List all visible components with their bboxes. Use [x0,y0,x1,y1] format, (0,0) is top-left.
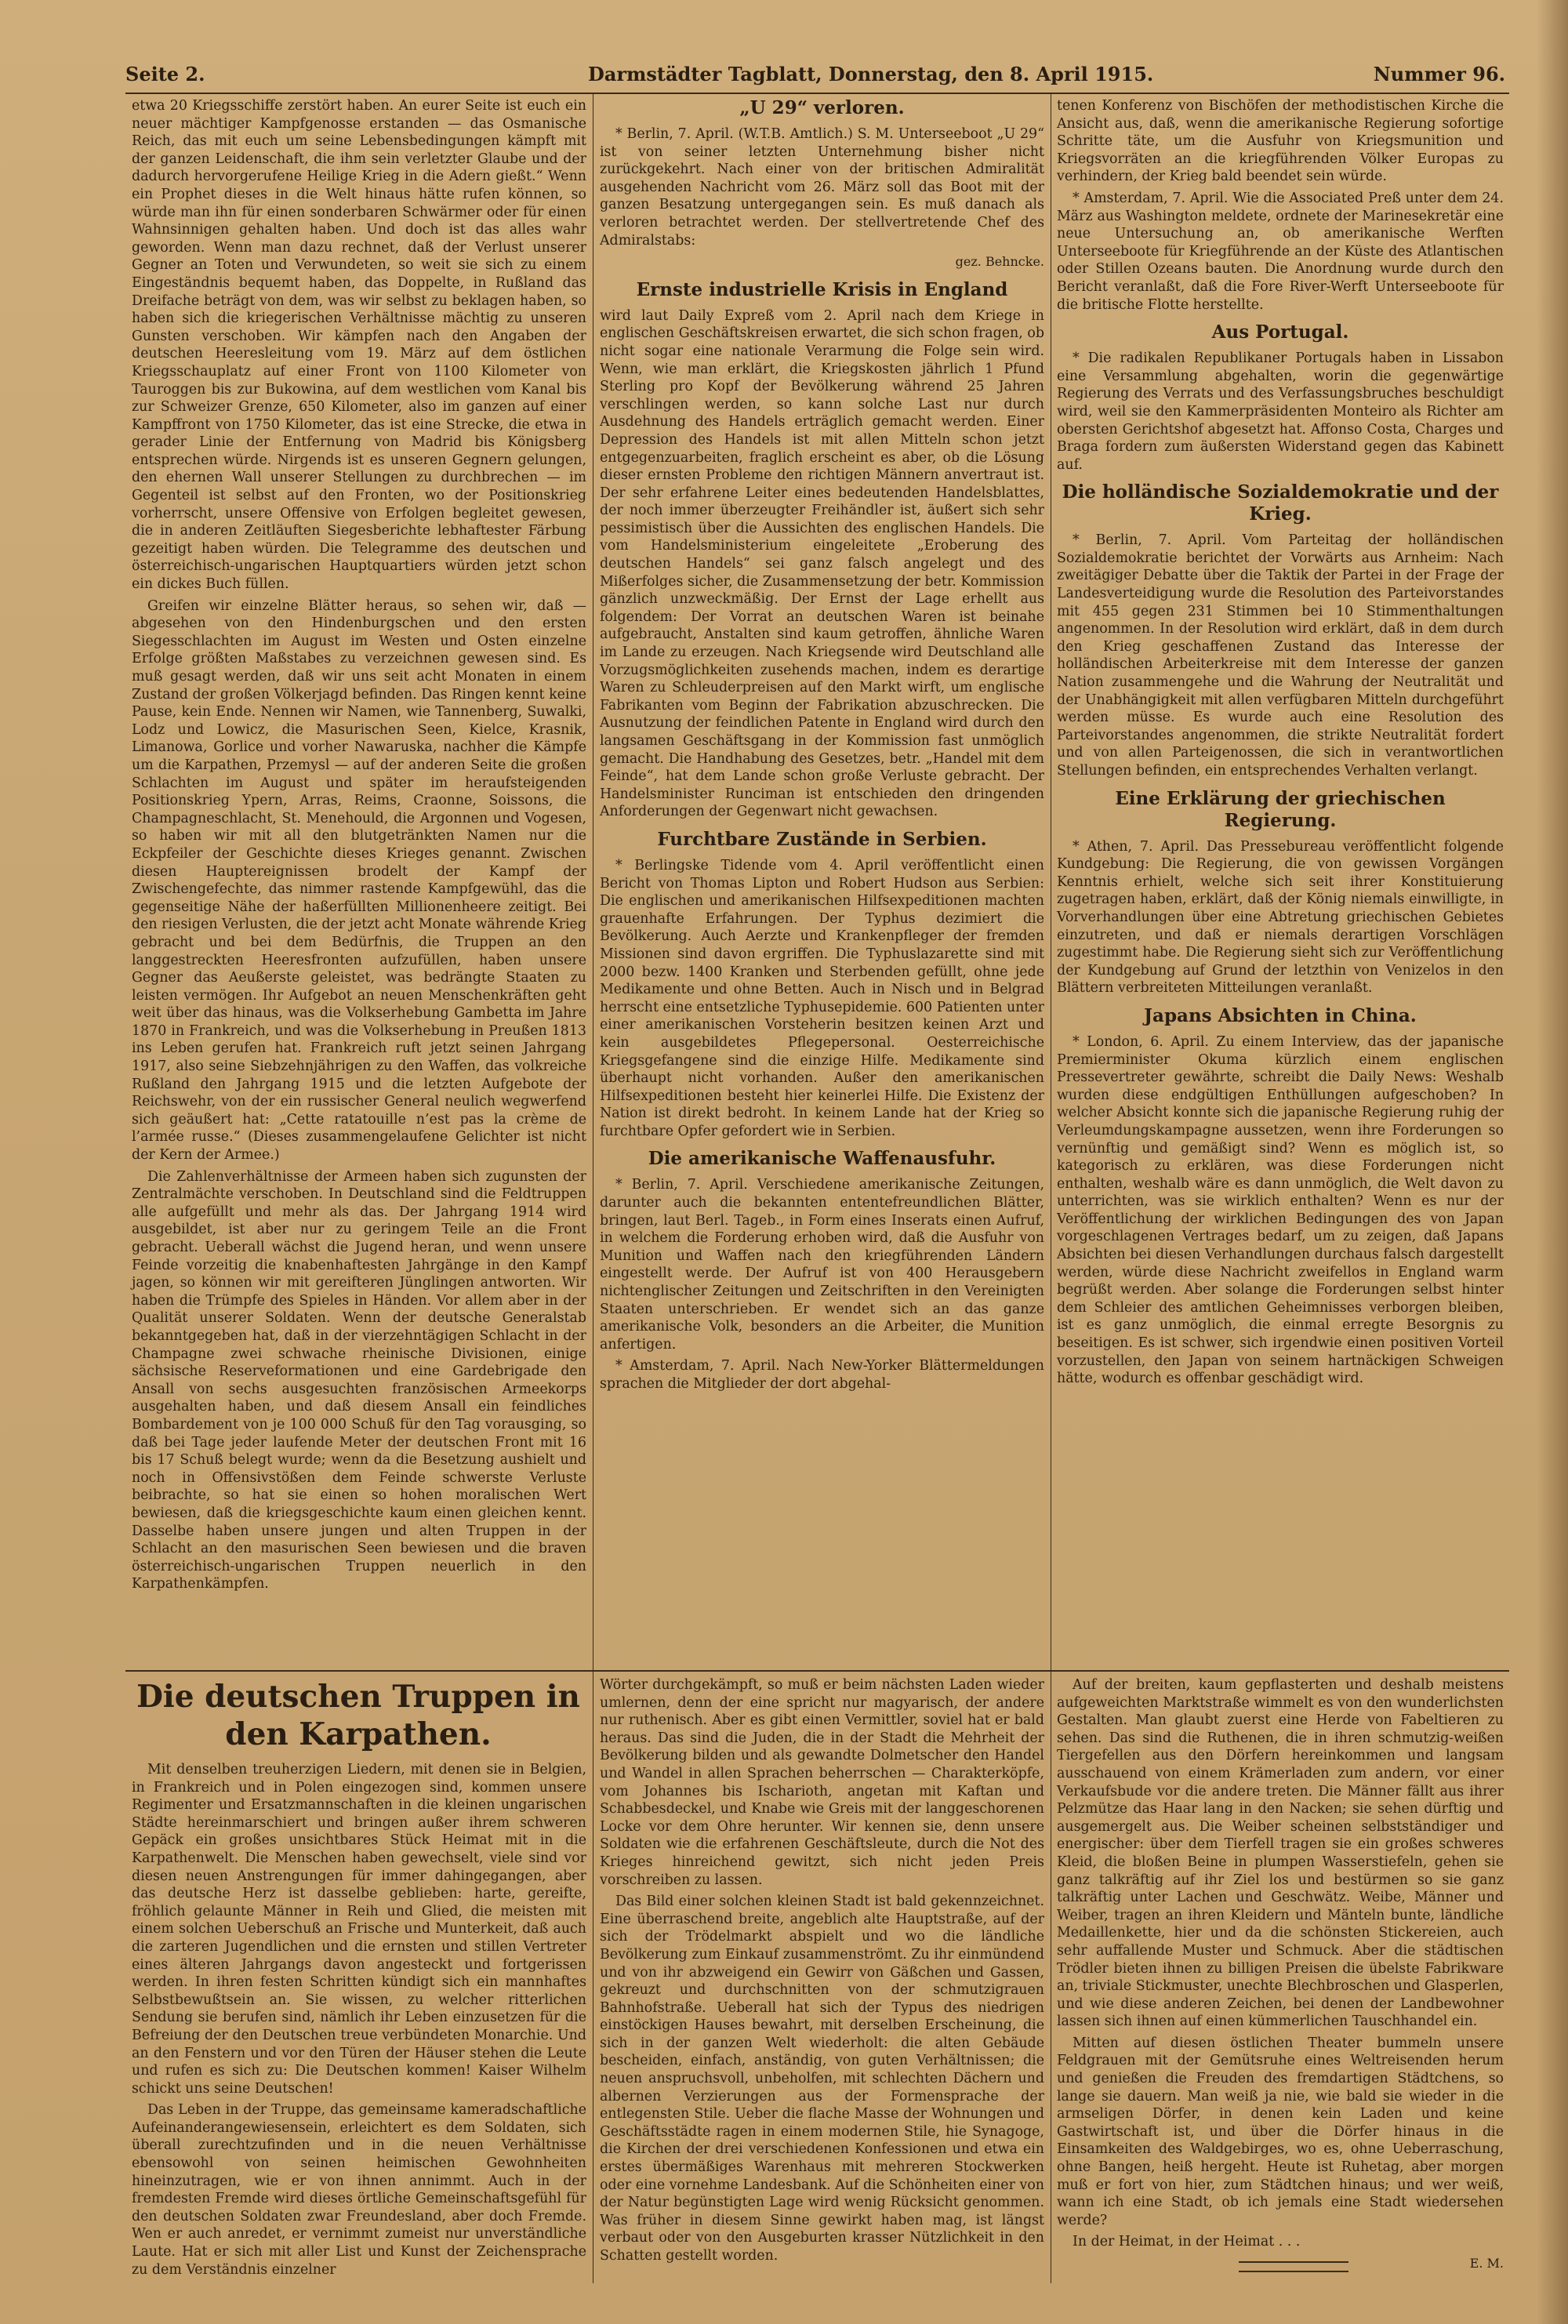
headline-serbia: Furchtbare Zustände in Serbien. [657,828,987,850]
column-3 [1057,97,1504,1669]
section-rule [125,1670,1509,1672]
column-2 [600,97,1044,1669]
feature-paragraph: Das Leben in der Truppe, das gemeinsame kameradschaftliche Aufeinanderangewiesensein, erleichtert es dem Soldaten, sich überall zurechtzufinden und in die neuen Verhältnisse ebensowohl von seinen heimischen Gewohnheiten hineinzutragen, wie er von ihnen annimmt. Auch in der fremdesten Fremde wird dieses örtliche Gemeinschaftsgefühl für den deutschen Soldaten zwar Freundesland, aber doch Fremde. Wen er auch anredet, er vernimmt zumeist nur unverständliche Laute. Hat er sich mit aller List und Kunst der Zeichensprache zu dem Verständnis einzelner [132,2102,586,2278]
page-number: Seite 2. [125,63,205,85]
feature-paragraph: Mitten auf diesen östlichen Theater bummeln unsere Feldgrauen mit der Gemütsruhe eines Weltreisenden herum und genießen die Freuden des fremdartigen Städtchens, so lange sie dauern. Man weiß ja nie, wie bald sie wieder in die armseligen Dörfer, in denen kein Laden und keine Gastwirtschaft ist, und über die Dörfer hinaus in die Einsamkeiten des Waldgebirges, wo es, ohne Ueberraschung, ohne Bangen, heiß hergeht. Heute ist Ruhetag, aber morgen muß er fort von hier, zum Städtchen hinaus; und wer weiß, wann ich eine Stadt, ob ich jemals eine Stadt wiedersehen werde? [1057,2035,1504,2228]
article-paragraph: * Amsterdam, 7. April. Nach New-Yorker Blättermeldungen sprachen die Mitglieder der dort abgehal- [600,1358,1044,1392]
headline-weapons-export: Die amerikanische Waffenausfuhr. [648,1148,996,1170]
article-paragraph: * Berlingske Tidende vom 4. April veröffentlicht einen Bericht von Thomas Lipton und Robert Hudson aus Serbien: Die englischen und amerikanischen Hilfsexpeditionen machten grauenhafte Erfahrungen. Der Typhus dezimiert die Bevölkerung. Auch Aerzte und Krankenpfleger der fremden Missionen sind davon ergriffen. Die Typhuslazarette sind mit 2000 bezw. 1400 Kranken und Sterbenden gefüllt, ohne jede Medikamente und ohne Betten. Auch in Nisch und in Belgrad herrscht eine entsetzliche Typhusepidemie. 600 Patienten unter einer amerikanischen Vorsteherin besitzen keinen Arzt und kein ausgebildetes Pflegepersonal. Oesterreichische Kriegsgefangene sind die einzige Hilfe. Medikamente sind überhaupt nicht vorhanden. Außer den amerikanischen Hilfsexpeditionen besteht hier keinerlei Hilfe. Die Existenz der Nation ist direkt bedroht. In keinem Lande hat der Krieg so furchtbare Opfer gefordert wie in Serbien. [600,857,1044,1139]
headline-portugal: Aus Portugal. [1211,321,1349,343]
issue-number: Nummer 96. [1373,63,1505,85]
article-paragraph: * Amsterdam, 7. April. Wie die Associated Preß unter dem 24. März aus Washington meldete, ordnete der Marinesekretär eine neue Untersuchung an, ob amerikanische Werften Unterseeboote für Kriegführende an der Küste des Atlantischen oder Stillen Ozeans bauten. Die Anordnung wurde durch den Bericht veranlaßt, daß die Fore River-Werft Unterseeboote für die britische Flotte herstellte. [1057,190,1504,313]
article-paragraph: Die Zahlenverhältnisse der Armeen haben sich zugunsten der Zentralmächte verschoben. In Deutschland sind die Feldtruppen alle aufgefüllt und mehr als das. Der Jahrgang 1914 wird ausgebildet, ist aber nur zu geringem Teile an die Front gebracht. Ueberall wächst die Jugend heran, und wenn unsere Feinde vorzeitig die knabenhaftesten Jahrgänge in den Kampf jagen, so können wir mit gereifteren Jünglingen antworten. Wir haben die Trümpfe des Spieles in Händen. Vor allem aber in der Qualität unserer Soldaten. Wenn der deutsche Generalstab bekanntgegeben hat, daß in der vierzehntägigen Schlacht in der Champagne zwei schwache rheinische Divisionen, einige sächsische Reserveformationen und eine Gardebrigade den Ansall von sechs ausgesuchten französischen Armeekorps ausgehalten haben, und daß diesem Ansall ein feindliches Bombardement von je 100 000 Schuß für den Tag vorausging, so daß bei Tage jeder laufende Meter der deutschen Front mit 16 bis 17 Schuß belegt wurde; wenn da die Besetzung aushielt und noch in Offensivstößen dem Feinde schwerste Verluste beibrachte, so hat sie einen so hohen moralischen Wert bewiesen, daß die kriegsgeschichte kaum einen gleichen kennt. Dasselbe haben unsere jungen und alten Truppen in der Schlacht an den masurischen Seen bewiesen und die braven österreichisch-ungarischen Truppen neuerlich in den Karpathenkämpfen. [132,1168,586,1592]
signature: gez. Behncke. [955,254,1044,270]
feature-headline: Die deutschen Truppen in den Karpathen. [136,1679,580,1752]
headline-dutch-social-democracy: Die holländische Sozialdemokratie und der Krieg. [1062,481,1499,525]
headline-greek-government: Eine Erklärung der griechischen Regierung. [1115,787,1446,831]
article-paragraph: tenen Konferenz von Bischöfen der methodistischen Kirche die Ansicht aus, daß, wenn die amerikanische Regierung sofortige Schritte täte, um die Ausfuhr von Kriegsmunition und Kriegsvorräten an die kriegführenden Völker Europas zu verhindern, der Krieg bald beendet sein würde. [1057,98,1504,185]
header-rule [125,93,1509,94]
feature-paragraph: Das Bild einer solchen kleinen Stadt ist bald gekennzeichnet. Eine überraschend breite, angeblich alte Hauptstraße, auf der sich der Trödelmarkt abspielt und wo die ländliche Bevölkerung zum Einkauf zusammenströmt. Zu ihr einmündend und von ihr abzweigend ein Gewirr von Gäßchen und Gassen, gekreuzt und durchschnitten von der schmutzigrauen Bahnhofstraße. Ueberall hat sich der Typus des niedrigen einstöckigen Hauses bewahrt, mit derselben Erscheinung, die sich in der ganzen Welt wiederholt: die alten Gebäude bescheiden, einfach, anständig, von guten Verhältnissen; die neuen anspruchsvoll, unbeholfen, mit schlechten Dächern und albernen Verzierungen aus der Formensprache der entlegensten Stile. Ueber die flache Masse der Wohnungen und Geschäftsstädte ragen in einem modernen Stile, hie Synagoge, die Kirchen der drei verschiedenen Konfessionen und etwa ein erstes übermäßiges Warenhaus mit mehreren Stockwerken oder eine vornehme Landesbank. Auf die Schönheiten einer von der Natur begünstigten Lage wird wenig Rücksicht genommen. Was früher in diesem Sinne gewirkt haben mag, ist längst verbaut oder von den Ausgeburten krasser Nützlichkeit in den Schatten gestellt worden. [600,1894,1044,2264]
feature-column-3 [1057,1676,1504,2271]
page-header [125,63,1505,94]
feature-column-2 [600,1676,1044,2282]
article-paragraph: * London, 6. April. Zu einem Interview, das der japanische Premierminister Okuma kürzlich einem englischen Pressevertreter gewährte, schreibt die Daily News: Weshalb wurden diese endgültigen Enthüllungen aufgeschoben? In welcher Absicht konnte sich die japanische Regierung ruhig der Verleumdungskampagne aussetzen, wenn ihre Forderungen so vernünftig und gemäßigt sind? Wenn es möglich ist, so kategorisch zu erklären, was diese Forderungen nicht enthalten, weshalb wäre es dann unmöglich, die Welt davon zu unterrichten, was sie wirklich enthalten? Wenn es nur der Veröffentlichung der wirklichen Bedingungen des von Japan vorgeschlagenen Vertrages bedarf, um zu zeigen, daß Japans Absichten bei diesen Verhandlungen durchaus falsch dargestellt werden, würde diese Nachricht zweifellos in England warm begrüßt werden. Aber solange die Forderungen selbst hinter dem Schleier des amtlichen Geheimnisses verborgen bleiben, ist es ganz unmöglich, die einmal erregte Besorgnis zu beseitigen. Es ist schwer, sich irgendwie einen positiven Vorteil vorzustellen, den Japan von seinem hartnäckigen Schweigen hätte, wodurch es offenbar geschädigt wird. [1057,1033,1504,1387]
feature-paragraph: Auf der breiten, kaum gepflasterten und deshalb meistens aufgeweichten Marktstraße wimmelt es von den wunderlichsten Gestalten. Man glaubt zuerst eine Herde von Fabeltieren zu sehen. Das sind die Ruthenen, die in ihren schmutzig-weißen Tiergefellen aus den Dörfern hereinkommen und langsam ausschauend von einem Krämerladen zum andern, vor einer Verkaufsbude vor die andere treten. Die Männer fällt aus ihrer Pelzmütze das Haar lang in den Nacken; sie sehen dürftig und ausgemergelt aus. Die Weiber scheinen selbstständiger und energischer: über dem Tierfell tragen sie ein großes schweres Kleid, die bloßen Beine in plumpen Wasserstiefeln, gehen sie ganz talkräftig auf ihr Ziel los und bestürmen so sie ganz talkräftig unter Lachen und Geschwätz. Weibe, Männer und Weiber, tragen an ihren Kleidern und Mänteln bunte, ländliche Medaillenkette, hier und da die schönsten Stickereien, auch sehr auffallende Muster und Schmuck. Aber die städtischen Trödler bieten ihnen zu billigen Preisen die übelste Fabrikware an, triviale Stickmuster, unechte Blechbroschen und Glasperlen, und wie diese anderen Zeichen, bei denen der Landbewohner lassen sich ihnen auf einen kümmerlichen Tauschhandel ein. [1057,1677,1504,2030]
article-paragraph: * Berlin, 7. April. (W.T.B. Amtlich.) S. M. Unterseeboot „U 29“ ist von seiner letzten Unternehmung bisher nicht zurückgekehrt. Nach einer von der britischen Admiralität ausgehenden Nachricht vom 26. März soll das Boot mit der ganzen Besatzung untergegangen sein. Es muß danach als verloren betrachtet werden. Der stellvertretende Chef des Admiralstabs: [600,126,1044,249]
feature-paragraph: Mit denselben treuherzigen Liedern, mit denen sie in Belgien, in Frankreich und in Polen eingezogen sind, kommen unsere Regimenter und Ersatzmannschaften in die kleinen ungarischen Städte hereinmarschiert und bringen außer ihrem schweren Gepäck ein großes unsichtbares Stück Heimat mit in die Karpathenwelt. Die Menschen haben gewechselt, viele sind vor diesen neuen Anstrengungen für immer dahingegangen, aber das deutsche Herz ist dasselbe geblieben: harte, gereifte, fröhlich gelaunte Männer in Reih und Glied, die meisten mit einem solchen Ueberschuß an Frische und Munterkeit, daß auch die zarteren Jugendlichen und die ernsten und stillen Vertreter eines älteren Jahrgangs davon angesteckt und fortgerissen werden. In ihren festen Schritten kündigt sich ein mannhaftes Selbstbewußtsein an. Sie wissen, zu welcher ritterlichen Sendung sie berufen sind, nämlich ihr Leben einzusetzen für die Befreiung der den Deutschen treue verbündeten Monarchie. Und an den Fenstern und vor den Türen der Häuser stehen die Leute und rufen es sich zu: Die Deutschen kommen! Kaiser Wilhelm schickt uns seine Deutschen! [132,1762,586,2097]
feature-paragraph: Wörter durchgekämpft, so muß er beim nächsten Laden wieder umlernen, denn der eine spricht nur magyarisch, der andere nur ruthenisch. Aber es gibt einen Vermittler, soviel hat er bald heraus. Das sind die Juden, die in der Stadt die Mehrheit der Bevölkerung bilden und als gewandte Dolmetscher den Handel und Wandel in allen Sprachen beherrschen — Charakterköpfe, vom Johannes bis Ischarioth, angetan mit Kaftan und Schabbesdeckel, und Knabe wie Greis mit der langgeschorenen Locke vor dem Ohre herunter. Wir kennen sie, denn unsere Soldaten wie die erfahrenen Geschäftsleute, durch die Not des Krieges hinreichend gewitzt, sich nicht jeden Preis vorschreiben zu lassen. [600,1677,1044,1888]
headline-u29: „U 29“ verloren. [739,97,905,118]
article-paragraph: wird laut Daily Expreß vom 2. April nach dem Kriege in englischen Geschäftskreisen erwartet, die sich schon fragen, ob nicht sogar eine nationale Verarmung die Folge sein wird. Wenn, wie man erklärt, die Kriegskosten jährlich 1 Pfund Sterling pro Kopf der Bevölkerung während 25 Jahren verschlingen werden, so kann solche Last nur durch Ausdehnung des Handels erträglich gemacht werden. Einer Depression des Handels ist mit allen Mitteln schon jetzt entgegenzuarbeiten, fraglich erscheint es aber, ob die Lösung dieser ernsten Probleme den richtigen Männern anvertraut ist. Der sehr erfahrene Leiter eines bedeutenden Handelsblattes, der noch immer überzeugter Freihändler ist, äußert sich sehr pessimistisch über die Aussichten des englischen Handels. Die vom Handelsministerium eingeleitete „Eroberung des deutschen Handels“ sei ganz falsch angelegt und des Mißerfolges sicher, die Zusammensetzung der betr. Kommission gänzlich unzweckmäßig. Der Ernst der Lage erhellt aus folgendem: Der Vorrat an deutschen Waren ist beinahe aufgebraucht, Anstalten sind kaum getroffen, ähnliche Waren im Lande zu erzeugen. Nach Kriegsende wird Deutschland alle Vorzugsmöglichkeiten zusehends machen, indem es derartige Waren zu Schleuderpreisen auf den Markt wirft, um englische Fabrikanten vom Beginn der Fabrikation abzuschrecken. Die Ausnutzung der feindlichen Patente in England wird durch den langsamen Geschäftsgang in der Kommission fast unmöglich gemacht. Die Handhabung des Gesetzes, betr. „Handel mit dem Feinde“, hat dem Lande schon große Verluste gebracht. Der Handelsminister Runciman ist entschieden den dringenden Anforderungen der Gegenwart nicht gewachsen. [600,307,1044,820]
article-paragraph: * Berlin, 7. April. Verschiedene amerikanische Zeitungen, darunter auch die bekannten ententefreundlichen Blätter, bringen, laut Berl. Tageb., in Form eines Inserats einen Aufruf, in welchem die Forderung erhoben wird, daß die Ausfuhr von Munition und Waffen nach den kriegführenden Ländern eingestellt werde. Der Aufruf ist von 400 Herausgebern nichtenglischer Zeitungen und Zeitschriften in den Vereinigten Staaten unterschrieben. Er wendet sich an das ganze amerikanische Volk, besonders an die Arbeiter, die Munition anfertigen. [600,1177,1044,1353]
article-paragraph: etwa 20 Kriegsschiffe zerstört haben. An eurer Seite ist euch ein neuer mächtiger Kampfgenosse erstanden — das Osmanische Reich, das mit euch um seine Lebensbedingungen kämpft mit der ganzen Leidenschaft, die ihm sein verletzter Glaube und der dadurch hervorgerufene Heilige Krieg in die Adern gießt.“ Wenn ein Prophet dieses in die Welt hinaus hätte rufen können, so würde man ihn für einen sonderbaren Schwärmer oder für einen Wahnsinnigen gehalten haben. Und doch ist das alles wahr geworden. Wenn man dazu rechnet, daß der Verlust unserer Gegner an Toten und Verwundeten, so weit sie sich zu einem Eingeständnis bequemt haben, das Doppelte, in Rußland das Dreifache beträgt von dem, was wir selbst zu beklagen haben, so haben sich die kriegerischen Verhältnisse mächtig zu unseren Gunsten verschoben. Wir kämpfen nach den Angaben der deutschen Heeresleitung vom 19. März auf dem östlichen Kriegsschauplatz auf einer Front von 1100 Kilometer von Tauroggen bis zur Bukowina, auf dem westlichen vom Kanal bis zur Schweizer Grenze, 650 Kilometer, also im ganzen auf einer Kampffront von 1750 Kilometer, das ist eine Strecke, die etwa in gerader Linie der Entfernung von Madrid bis Königsberg entsprechen würde. Nirgends ist es unseren Gegnern gelungen, den ehernen Wall unserer Stellungen zu durchbrechen — im Gegenteil ist selbst auf den Fronten, wo der Positionskrieg vorherrscht, unsere Offensive von Erfolgen begleitet gewesen, die in anderen Zeitläuften Siegesberichte lebhaftester Färbung gezeitigt haben würden. Die Telegramme des deutschen und österreichisch-ungarischen Hauptquartiers würden jetzt schon ein dickes Buch füllen. [132,98,586,593]
article-paragraph: * Berlin, 7. April. Vom Parteitag der holländischen Sozialdemokratie berichtet der Vorwärts aus Arnheim: Nach zweitägiger Debatte über die Taktik der Partei in der Frage der Landesverteidigung wurde die Resolution des Parteivorstandes mit 455 gegen 231 Stimmen bei 10 Stimmenthaltungen angenommen. In der Resolution wird erklärt, daß in dem durch den Krieg geschaffenen Zustand das Interesse der holländischen Arbeiterkreise mit dem Interesse der ganzen Nation zusammengehe und die Wahrung der Neutralität und der Unabhängigkeit mit allen verfügbaren Mitteln durchgeführt werden müsse. Es wurde auch eine Resolution des Parteivorstandes angenommen, die strikte Neutralität fordert und von allen Parteigenossen, die sich in verantwortlichen Stellungen befinden, ein entsprechendes Verhalten verlangt. [1057,532,1504,779]
column-1 [132,97,586,1669]
article-paragraph: * Die radikalen Republikaner Portugals haben in Lissabon eine Versammlung abgehalten, worin die gegenwärtige Regierung des Verrats und des Verfassungsbruches beschuldigt wird, weil sie den Kammerpräsidenten Monteiro als Richter am obersten Gerichtshof abgesetzt hat. Affonso Costa, Charges und Braga fordern zum äußersten Widerstand gegen das Kabinett auf. [1057,350,1504,473]
article-paragraph: * Athen, 7. April. Das Pressebureau veröffentlicht folgende Kundgebung: Die Regierung, die von gewissen Vorgängen Kenntnis erhielt, welche sich seit ihrer Konstituierung zugetragen haben, erklärt, daß der König niemals einwilligte, in Vorverhandlungen über eine Abtretung griechischen Gebietes einzutreten, und daß er niemals derartigen Vorschlägen zugestimmt habe. Die Regierung sieht sich zur Veröffentlichung der Kundgebung auf Grund der letzthin von Venizelos in den Blättern verbreiteten Mitteilungen veranlaßt. [1057,838,1504,997]
feature-column-1 [132,1761,586,2282]
headline-japan-china: Japans Absichten in China. [1144,1004,1417,1026]
headline-england-crisis: Ernste industrielle Krisis in England [636,278,1008,300]
page-edge-shadow [1537,0,1568,2324]
end-ornament [1239,2261,1348,2272]
signature: E. M. [1469,2256,1504,2271]
feature-closing-line: In der Heimat, in der Heimat . . . [1073,2234,1301,2250]
masthead-date: Darmstädter Tagblatt, Donnerstag, den 8. April 1915. [588,63,1154,85]
article-paragraph: Greifen wir einzelne Blätter heraus, so sehen wir, daß — abgesehen von den Hindenburgschen und den ersten Siegesschlachten im August im Westen und Osten einzelne Erfolge größten Maßstabes zu verzeichnen gewesen sind. Es muß gesagt werden, daß wir uns seit acht Monaten in einem Zustand der großen Völkerjagd befinden. Das Ringen kennt keine Pause, kein Ende. Nennen wir Namen, wie Tannenberg, Suwalki, Lodz und Lowicz, die Masurischen Seen, Kielce, Krasnik, Limanowa, Gorlice und vorher Nawaruska, nachher die Kämpfe um die Karpathen, Przemysl — auf der anderen Seite die großen Schlachten im August und später im heraufsteigenden Positionskrieg Ypern, Arras, Reims, Craonne, Soissons, die Champagneschlacht, St. Menehould, die Argonnen und Vogesen, so haben wir mit all den blutgetränkten Namen nur die Eckpfeiler der Geschichte dieses Krieges genannt. Zwischen diesen Hauptereignissen brodelt der Kampf der Zwischengefechte, das nimmer rastende Kampfgewühl, das die gegenseitige Nähe der haßerfüllten Millionenheere zeitigt. Bei den riesigen Verlusten, die der jetzt acht Monate währende Krieg gebracht und bei dem Bedürfnis, die Truppen an den langgestreckten Heeresfronten aufzufüllen, haben unsere Gegner das Aeußerste geleistet, was bedrängte Staaten zu leisten vermögen. Ihr Aufgebot an neuen Menschenkräften geht weit über das hinaus, was die Volkserhebung Gambetta im Jahre 1870 in Frankreich, und was die Volkserhebung in Preußen 1813 ins Leben gerufen hat. Frankreich ruft jetzt seinen Jahrgang 1917, also seine Siebzehnjährigen zu den Waffen, das volkreiche Rußland den Jahrgang 1915 und die letzten Aufgebote der Reichswehr, von der ein russischer General neulich wegwerfend sich geäußert hat: „Cette ratatouille n’est pas la crème de l’armée russe.“ (Dieses zusammengelaufene Gelichter ist nicht der Kern der Armee.) [132,597,586,1164]
